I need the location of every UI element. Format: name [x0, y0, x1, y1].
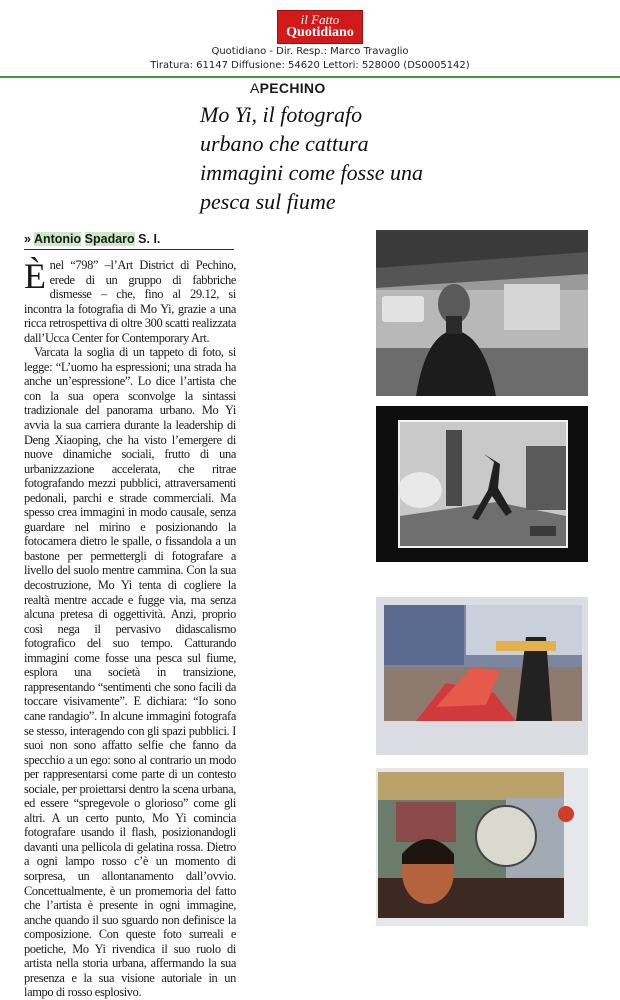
logo-line-2: Quotidiano — [286, 25, 354, 40]
newspaper-logo — [277, 10, 363, 44]
article-paragraph-2: Varcata la soglia di un tappeto di foto, si legge: “L’uomo ha espressioni; una strada ha anche un’espressione”. Lo dice l’artista che con la sua opera sconvolge la sintassi tradizionale del panorama urbano. Mo Yi avvia la sua carriera durante la leadership di Deng Xiaoping, che ha visto l’emergere di nuove dinamiche sociali, frutto di una urbanizzazione accelerata, che ritrae fotografando mezzi pubblici, attraversamenti pedonali, parchi e strade commerciali. Ma spesso crea immagini in modo causale, senza guardare nel mirino e posizionando la fotocamera dietro le spalle, o fissandola a un bastone per permettergli di fotografare a livello del suolo mentre cammina. Con la sua decostruzione, Mo Yi tenta di cogliere la realtà mentre accade e fugge via, ma senza alcuna pretesa di oggettività. Anzi, proprio così nega il pervasivo didascalismo fotografico del suo tempo. Catturando immagini come fosse una pesca sul fiume, esplora una società in transizione, rappresentando “sentimenti che sono facili da toccare visivamente”. E dichiara: “Io sono cane randagio”. In alcune immagini fotografa se stesso, interagendo con gli spazi pubblici. I suoi non sono affatto selfie che fanno da specchio a un ego: sono al contrario un modo per rappresentarsi come parte di un contesto sociale, per proiettarsi dentro la scena urbana, ed essere “spregevole o glorioso” come gli altri. A un certo punto, Mo Yi comincia fotografare usando il flash, posizionandogli davanti una pellicola di gelatina rossa. Dietro a ogni lampo rosso c’è un momento di sorpresa, un allontanamento dall’ovvio. Concettualmente, è un promemoria del fatto che l’artista è presente in ogni immagine, anche quando il suo sguardo non definisce la composizione. Con queste foto surreali e poetiche, Mo Yi rivendica il suo ruolo di artista nella storia urbana, affermando la sua presenza e la sua visione autoriale in un lampo di rosso esplosivo. — [24, 345, 236, 1000]
photo-self-portrait-street — [376, 768, 588, 926]
section-label-first-letter: A — [250, 80, 260, 96]
byline-first-name: Antonio — [33, 232, 82, 246]
byline-suffix: S. I. — [138, 232, 161, 246]
photo-red-flash-crossing — [376, 597, 588, 755]
section-label — [250, 80, 326, 96]
article-paragraph-1-text: nel “798” –l’Art District di Pechino, erede di un gruppo di fabbriche dismesse – che, fino al 29.12, si incontra la fotografia di Mo Yi, grazie a una ricca retrospettiva di oltre 300 scatti realizzata dall’Ucca Center for Contemporary Art. — [24, 258, 236, 345]
masthead-meta-circulation: Tiratura: 61147 Diffusione: 54620 Lettori: 528000 (DS0005142) — [150, 60, 470, 71]
section-label-rest: PECHINO — [259, 80, 326, 96]
masthead-divider — [0, 76, 620, 78]
article-paragraph-1 — [24, 258, 236, 345]
photo-street-jumping-man — [376, 406, 588, 562]
article-body — [24, 258, 236, 1000]
logo-line-1: il Fatto — [300, 12, 340, 27]
byline-last-name: Spadaro — [84, 232, 135, 246]
photo-man-under-overpass — [376, 230, 588, 396]
headline: Mo Yi, il fotografo urbano che cattura immagini come fosse una pesca sul fiume — [200, 102, 424, 214]
masthead-meta-director: Quotidiano - Dir. Resp.: Marco Travaglio — [211, 46, 409, 57]
byline — [24, 232, 234, 250]
byline-chevron-icon: » — [24, 232, 31, 246]
drop-cap: È — [24, 256, 46, 296]
